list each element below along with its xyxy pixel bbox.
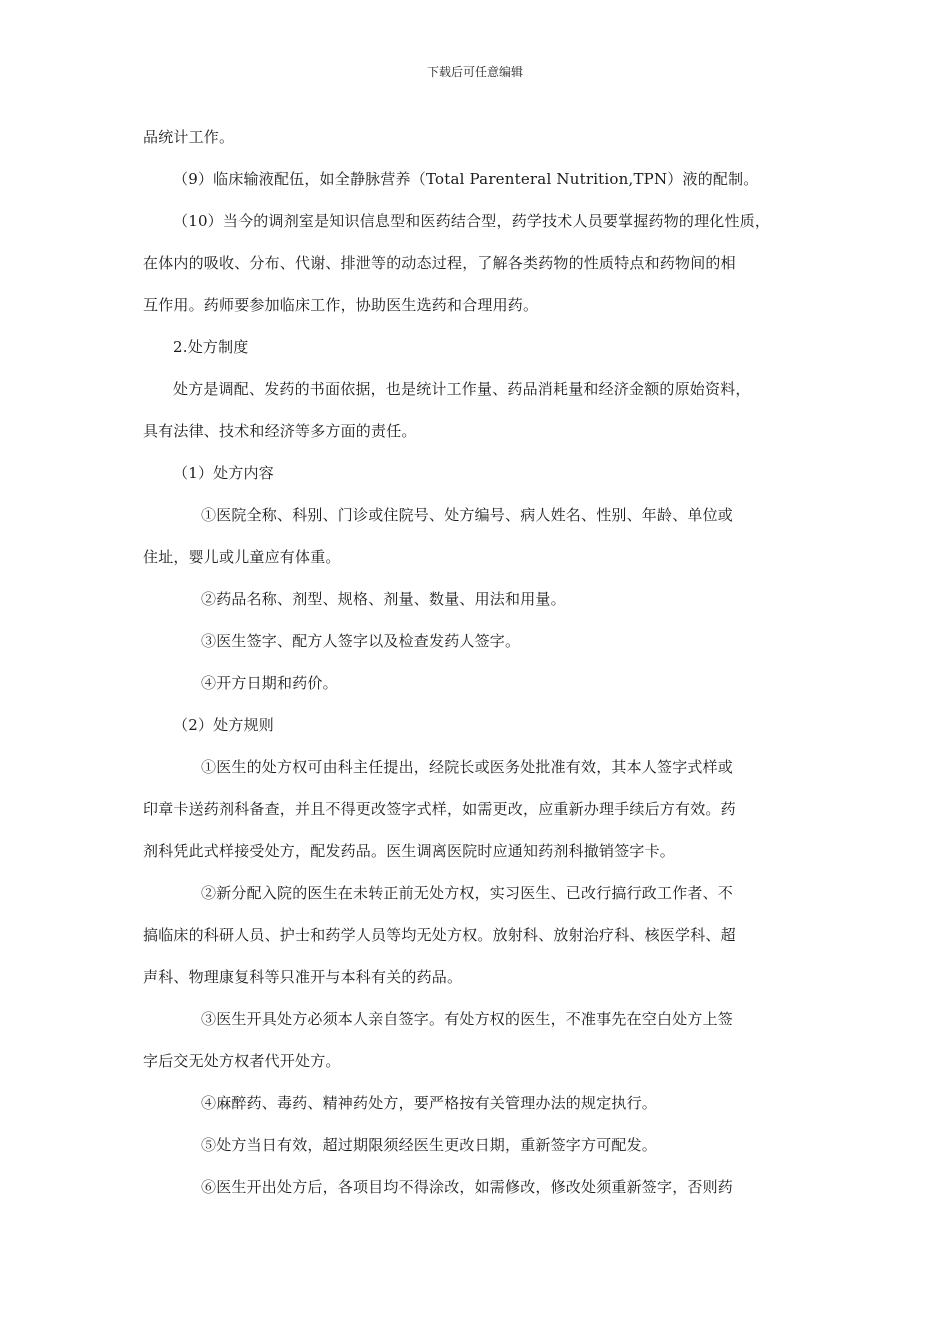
page-header: 下载后可任意编辑 xyxy=(426,65,523,79)
paragraph-line: 处方是调配、发药的书面依据，也是统计工作量、药品消耗量和经济金额的原始资料， xyxy=(173,380,751,398)
list-item: ③医生开具处方必须本人亲自签字。有处方权的医生，不准事先在空白处方上签 xyxy=(201,1010,734,1028)
list-item: ①医生的处方权可由科主任提出，经院长或医务处批准有效，其本人签字式样或 xyxy=(201,758,734,776)
paragraph-line: 声科、物理康复科等只准开与本科有关的药品。 xyxy=(143,968,463,986)
list-item: ④麻醉药、毒药、精神药处方，要严格按有关管理办法的规定执行。 xyxy=(201,1094,658,1112)
list-item: ②药品名称、剂型、规格、剂量、数量、用法和用量。 xyxy=(201,590,566,608)
paragraph-line: 剂科凭此式样接受处方，配发药品。医生调离医院时应通知药剂科撤销签字卡。 xyxy=(143,842,676,860)
paragraph-line: （9）临床输液配伍，如全静脉营养（Total Parenteral Nutrition,TPN）液的配制。 xyxy=(173,170,759,188)
paragraph-line: 具有法律、技术和经济等多方面的责任。 xyxy=(143,422,417,440)
list-item: ⑥医生开出处方后，各项目均不得涂改，如需修改，修改处须重新签字，否则药 xyxy=(201,1178,734,1196)
list-item: ④开方日期和药价。 xyxy=(201,674,338,692)
paragraph-line: 互作用。药师要参加临床工作，协助医生选药和合理用药。 xyxy=(143,296,539,314)
list-item: ②新分配入院的医生在未转正前无处方权，实习医生、已改行搞行政工作者、不 xyxy=(201,884,734,902)
list-item: ③医生签字、配方人签字以及检查发药人签字。 xyxy=(201,632,521,650)
paragraph-line: 在体内的吸收、分布、代谢、排泄等的动态过程，了解各类药物的性质特点和药物间的相 xyxy=(143,254,736,272)
paragraph-line: 品统计工作。 xyxy=(143,128,235,146)
paragraph-line: 字后交无处方权者代开处方。 xyxy=(143,1052,341,1070)
paragraph-line: 印章卡送药剂科备查，并且不得更改签字式样，如需更改，应重新办理手续后方有效。药 xyxy=(143,800,736,818)
document-body xyxy=(143,124,823,1216)
paragraph-line: 住址，婴儿或儿童应有体重。 xyxy=(143,548,341,566)
section-heading: 2.处方制度 xyxy=(173,338,249,356)
paragraph-line: （10）当今的调剂室是知识信息型和医药结合型，药学技术人员要掌握药物的理化性质， xyxy=(173,212,771,230)
list-item: ①医院全称、科别、门诊或住院号、处方编号、病人姓名、性别、年龄、单位或 xyxy=(201,506,734,524)
subsection-heading: （2）处方规则 xyxy=(173,716,274,734)
paragraph-line: 搞临床的科研人员、护士和药学人员等均无处方权。放射科、放射治疗科、核医学科、超 xyxy=(143,926,736,944)
list-item: ⑤处方当日有效，超过期限须经医生更改日期，重新签字方可配发。 xyxy=(201,1136,658,1154)
subsection-heading: （1）处方内容 xyxy=(173,464,274,482)
